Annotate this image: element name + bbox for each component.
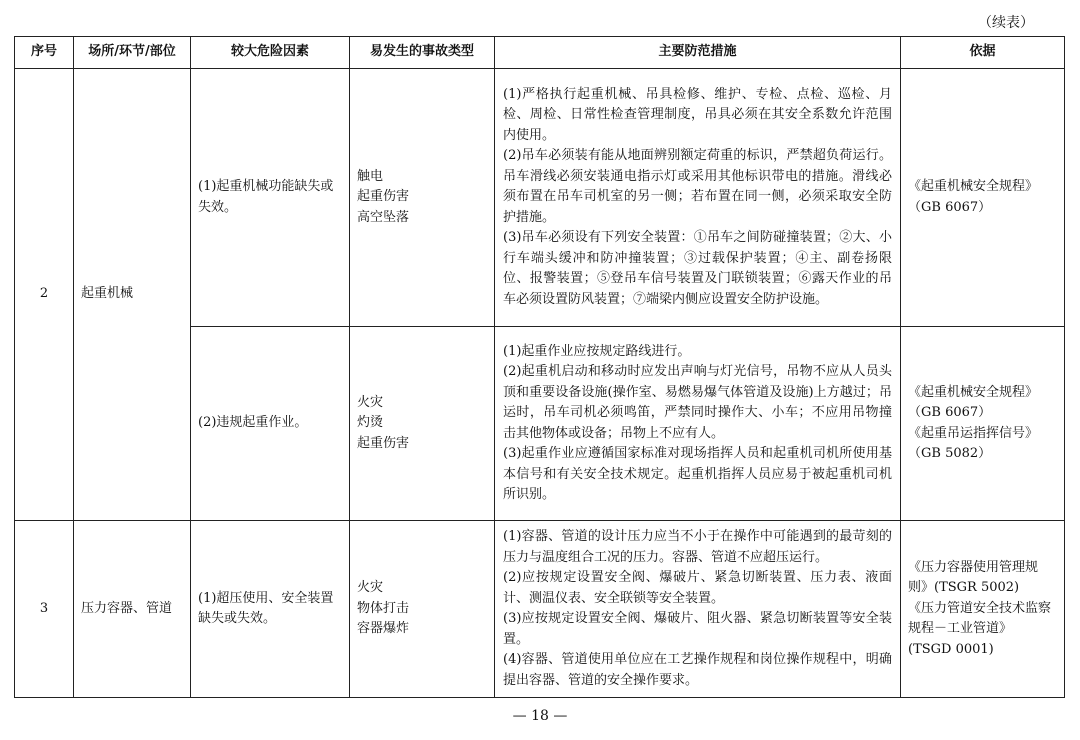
row-measures	[495, 69, 901, 327]
measure-item: (1)容器、管道的设计压力应当不小于在操作中可能遇到的最苛刻的压力与温度组合工况的压力。容器、管道不应超压运行。	[503, 529, 892, 565]
accident-type: 起重伤害	[357, 435, 410, 451]
measure-item: (3)起重作业应遵循国家标准对现场指挥人员和起重机司机所使用基本信号和有关安全技术规定。起重机指挥人员应易于被起重机司机所识别。	[503, 446, 892, 502]
row-risk: (2)违规起重作业。	[191, 327, 350, 521]
table-row	[15, 521, 1065, 698]
row-basis	[901, 69, 1065, 327]
row-place: 压力容器、管道	[74, 521, 191, 698]
basis-line: 《起重机械安全规程》	[908, 179, 1039, 194]
measure-item: (4)容器、管道使用单位应在工艺操作规程和岗位操作规程中，明确提出容器、管道的安全操作要求。	[503, 652, 892, 688]
measure-item: (3)吊车必须设有下列安全装置：①吊车之间防碰撞装置；②大、小行车端头缓冲和防冲撞装置；③过载保护装置；④主、副卷扬限位、报警装置；⑤登吊车信号装置及门联锁装置；⑥露天作业的吊车必须设置防风装置；⑦端梁内侧应设置安全防护设施。	[503, 230, 892, 307]
row-accident-types	[350, 327, 495, 521]
measure-item: (1)严格执行起重机械、吊具检修、维护、专检、点检、巡检、月检、周检、日常性检查管理制度，吊具必须在其安全系数允许范围内使用。	[503, 86, 892, 143]
accident-type: 容器爆炸	[357, 621, 410, 637]
hazard-table	[14, 36, 1065, 698]
accident-type: 触电	[357, 168, 384, 184]
accident-type: 物体打击	[357, 600, 410, 616]
basis-line: 《压力管道安全技术监察规程－工业管道》	[908, 600, 1052, 637]
header-risk: 较大危险因素	[191, 37, 350, 69]
header-accident-type: 易发生的事故类型	[350, 37, 495, 69]
measure-item: (3)应按规定设置安全阀、爆破片、阻火器、紧急切断装置等安全装置。	[503, 611, 892, 647]
basis-line: （GB 6067）	[908, 199, 992, 215]
row-basis	[901, 327, 1065, 521]
measure-item: (2)吊车必须装有能从地面辨别额定荷重的标识，严禁超负荷运行。吊车滑线必须安装通电指示灯或采用其他标识带电的措施。滑线必须布置在吊车司机室的另一侧；若布置在同一侧，必须采取安全防护措施。	[503, 148, 892, 225]
accident-type: 火灾	[357, 394, 384, 410]
basis-line: 《起重机械安全规程》	[908, 384, 1039, 400]
row-measures	[495, 327, 901, 521]
row-number: 3	[15, 521, 74, 698]
row-place: 起重机械	[74, 69, 191, 521]
header-seq: 序号	[15, 37, 74, 69]
row-measures	[495, 521, 901, 698]
measure-item: (2)应按规定设置安全阀、爆破片、紧急切断装置、压力表、液面计、测温仪表、安全联锁等安全装置。	[503, 570, 892, 606]
measure-item: (1)起重作业应按规定路线进行。	[503, 343, 691, 359]
basis-line: （GB 5082）	[908, 446, 992, 461]
header-measures: 主要防范措施	[495, 37, 901, 69]
table-row	[15, 69, 1065, 327]
measure-item: (2)起重机启动和移动时应发出声响与灯光信号，吊物不应从人员头顶和重要设备设施(操作室、易燃易爆气体管道及设施)上方越过；吊运时，吊车司机必须鸣笛，严禁同时操作大、小车；不应用吊物撞击其他物体或设备；吊物上不应有人。	[503, 364, 892, 441]
basis-line: 《起重吊运指挥信号》	[908, 425, 1039, 441]
row-risk: (1)超压使用、安全装置缺失或失效。	[191, 521, 350, 698]
page-number: — 18 —	[512, 708, 568, 724]
table-header-row	[15, 37, 1065, 69]
accident-type: 灼烫	[357, 415, 384, 431]
basis-line: （GB 6067）	[908, 405, 992, 420]
row-basis	[901, 521, 1065, 698]
accident-type: 起重伤害	[357, 189, 410, 205]
continued-label: （续表）	[978, 15, 1034, 31]
row-accident-types	[350, 521, 495, 698]
accident-type: 高空坠落	[357, 209, 410, 225]
basis-line: (TSGD 0001)	[908, 641, 994, 657]
row-risk: (1)起重机械功能缺失或失效。	[191, 69, 350, 327]
row-accident-types	[350, 69, 495, 327]
accident-type: 火灾	[357, 580, 384, 596]
header-basis: 依据	[901, 37, 1065, 69]
row-number: 2	[15, 69, 74, 521]
header-place: 场所/环节/部位	[74, 37, 191, 69]
basis-line: 《压力容器使用管理规则》(TSGR 5002)	[908, 559, 1039, 596]
